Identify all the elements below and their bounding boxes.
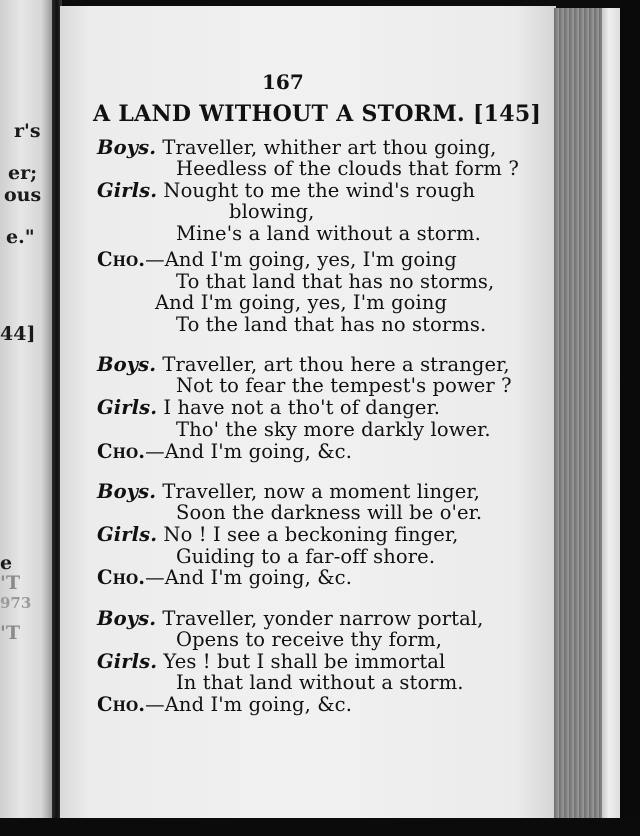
line-text: Traveller, whither art thou going, [162,136,497,159]
verse-line [97,523,458,546]
line-text: Nought to me the wind's rough [163,179,476,202]
speaker-label: Boys. [97,480,157,503]
line-text: Not to fear the tempest's power ? [176,374,512,397]
verse-line [97,566,352,589]
facing-page-fragment: ous [4,184,42,206]
line-text: Yes ! but I shall be immortal [163,650,446,673]
facing-page-fragment: er; [8,162,38,184]
verse-line [176,157,519,180]
hymn-number: [145] [472,101,542,127]
facing-page-edge [0,0,52,820]
speaker-label: Girls. [97,179,158,202]
speaker-label: Cho. [97,440,146,463]
verse-line [97,396,440,419]
page-number: 167 [262,70,304,94]
line-text: —And I'm going, &c. [145,693,352,716]
verse-line [155,291,447,314]
speaker-label: Boys. [97,136,157,159]
line-text: In that land without a storm. [176,671,464,694]
verse-line [176,545,435,568]
verse-line [97,179,475,202]
speaker-label: Cho. [97,566,146,589]
facing-page-fragment: 44] [0,323,36,345]
line-text: And I'm going, yes, I'm going [155,291,448,314]
line-text: Traveller, yonder narrow portal, [162,607,484,630]
line-text: Opens to receive thy form, [176,628,443,651]
line-text: blowing, [229,200,315,223]
speaker-label: Girls. [97,396,158,419]
line-text: —And I'm going, yes, I'm going [145,248,457,271]
line-text: Traveller, art thou here a stranger, [162,353,510,376]
facing-page-fragment: e [0,552,13,574]
verse-line [176,671,464,694]
verse-line [176,374,512,397]
facing-page-fragment: e." [6,226,35,248]
facing-page-fragment: 'T [0,622,20,644]
background-right [620,0,640,836]
verse-line [97,248,457,271]
line-text: Heedless of the clouds that form ? [176,157,519,180]
verse-line [97,693,352,716]
verse-line [176,270,494,293]
line-text: To the land that has no storms. [176,313,487,336]
speaker-label: Boys. [97,353,157,376]
speaker-label: Cho. [97,248,146,271]
line-text: Guiding to a far-off shore. [176,545,436,568]
verse-line [97,607,483,630]
facing-page-fragment: 973 [0,594,32,612]
line-text: —And I'm going, &c. [145,566,352,589]
speaker-label: Girls. [97,523,158,546]
verse-line [97,650,445,673]
verse-line [97,480,480,503]
line-text: —And I'm going, &c. [145,440,352,463]
hymn-title-text: A LAND WITHOUT A STORM. [93,101,465,127]
hymn-title [93,101,541,127]
line-text: I have not a tho't of danger. [163,396,441,419]
line-text: No ! I see a beckoning finger, [163,523,459,546]
verse-line [176,418,491,441]
background-bottom [0,818,640,836]
verse-line [176,222,481,245]
verse-line [176,501,482,524]
verse-line [176,313,486,336]
line-text: Soon the darkness will be o'er. [176,501,483,524]
line-text: To that land that has no storms, [176,270,495,293]
page-edges [554,8,620,820]
verse-line [176,628,442,651]
facing-page-fragment: r's [14,120,41,142]
speaker-label: Cho. [97,693,146,716]
line-text: Tho' the sky more darkly lower. [176,418,491,441]
line-text: Mine's a land without a storm. [176,222,481,245]
speaker-label: Boys. [97,607,157,630]
verse-line [97,440,352,463]
speaker-label: Girls. [97,650,158,673]
verse-line [97,136,496,159]
verse-line [97,353,510,376]
verse-line [229,200,314,223]
facing-page-fragment: 'T [0,572,20,594]
line-text: Traveller, now a moment linger, [162,480,480,503]
